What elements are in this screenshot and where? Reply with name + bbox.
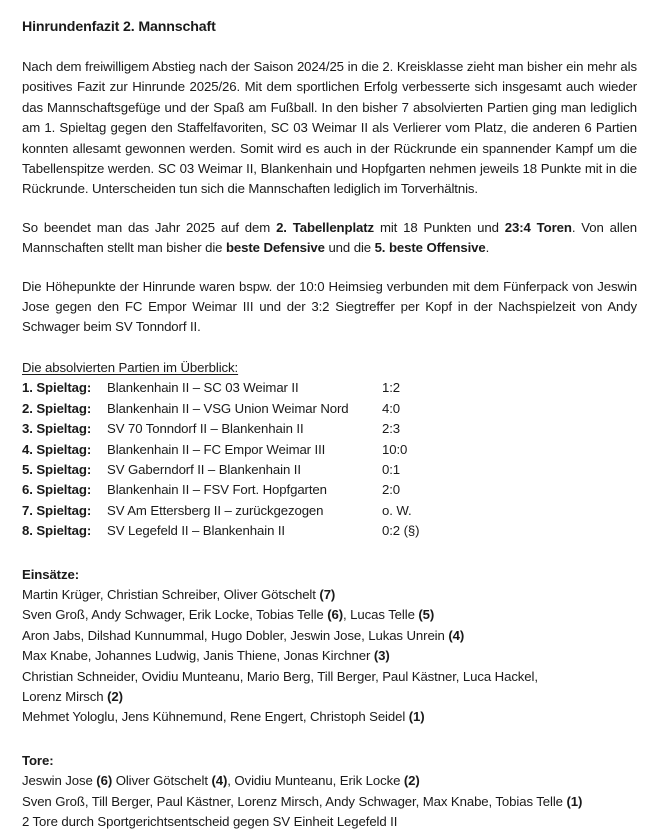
intro-paragraph-text: Nach dem freiwilligem Abstieg nach der Saison 2024/25 in die 2. Kreisklasse zieht man bisher ein mehr als positives Fazit zur Hinrunde 2025/26. Mit dem sportlichen Erfolg verbesserte sich insgesamt auch wieder das Mannschaftsgefüge und der Spaß am Fußball. In den bisher 7 absolvierten Partien ging man lediglich am 1. Spieltag gegen den Staffelfavoriten, SC 03 Weimar II als Verlierer vom Platz, die anderen 6 Partien konnten allesamt gewonnen werden. Somit wird es auch in der Rückrunde ein spannender Kampf um die Tabellenspitze werden. SC 03 Weimar II, Blankenhain und Hopfgarten nehmen jeweils 18 Punkte mit in die Rückrunde. Unterscheiden tun sich die Mannschaften lediglich im Torverhältnis. bbox=[22, 59, 637, 197]
fixture-label: Blankenhain II – FC Empor Weimar III bbox=[107, 441, 326, 457]
list-item bbox=[22, 792, 637, 812]
appearance-count: (7) bbox=[319, 586, 336, 602]
appearances-list bbox=[22, 585, 637, 728]
matchday-label: 3. Spieltag: bbox=[22, 421, 92, 437]
score-label: 2:0 bbox=[382, 482, 401, 498]
scorer-names: Sven Groß, Till Berger, Paul Kästner, Lorenz Mirsch, Andy Schwager, Max Knabe, Tobias Telle bbox=[22, 793, 567, 809]
list-item bbox=[22, 687, 637, 707]
page-title: Hinrundenfazit 2. Mannschaft bbox=[22, 19, 216, 35]
goal-count-tertiary: (2) bbox=[403, 773, 420, 789]
league-position-highlight: 2. Tabellenplatz bbox=[276, 219, 375, 235]
matchday-label: 4. Spieltag: bbox=[22, 441, 92, 457]
goal-count: (1) bbox=[566, 793, 583, 809]
appearances-section-heading: Einsätze: bbox=[22, 566, 79, 582]
appearance-names: Martin Krüger, Christian Schreiber, Oliver Götschelt bbox=[22, 586, 320, 602]
score-label: 0:1 bbox=[382, 461, 401, 477]
season-summary-paragraph bbox=[22, 218, 637, 259]
appearance-names: Christian Schneider, Ovidiu Munteanu, Mario Berg, Till Berger, Paul Kästner, Luca Hackel, bbox=[22, 668, 538, 684]
list-item bbox=[22, 585, 637, 605]
list-item bbox=[22, 667, 637, 687]
list-item bbox=[22, 626, 637, 646]
list-item bbox=[22, 812, 637, 832]
appearance-count-secondary: (5) bbox=[418, 607, 435, 623]
fixture-label: SV Am Ettersberg II – zurückgezogen bbox=[107, 502, 324, 518]
scorer-names: Jeswin Jose bbox=[22, 773, 97, 789]
goals-footnote: 2 Tore durch Sportgerichtsentscheid gegen SV Einheit Legefeld II bbox=[22, 814, 398, 829]
appearance-names-tail: , Lucas Telle bbox=[343, 607, 419, 623]
matchday-label: 6. Spieltag: bbox=[22, 482, 92, 498]
fixture-label: Blankenhain II – VSG Union Weimar Nord bbox=[107, 400, 349, 416]
appearance-count: (4) bbox=[448, 627, 465, 643]
best-defense-highlight: beste Defensive bbox=[225, 240, 325, 256]
appearance-count: (6) bbox=[327, 607, 344, 623]
score-label: 4:0 bbox=[382, 400, 401, 416]
matchday-label: 2. Spieltag: bbox=[22, 400, 92, 416]
matchday-label: 8. Spieltag: bbox=[22, 523, 92, 539]
goals-list bbox=[22, 771, 637, 832]
goal-record-highlight: 23:4 Toren bbox=[504, 219, 572, 235]
list-item bbox=[22, 771, 637, 791]
list-item bbox=[22, 605, 637, 625]
season-summary-seg1: So beendet man das Jahr 2025 auf dem bbox=[22, 219, 277, 235]
table-row bbox=[22, 399, 472, 419]
matchday-label: 1. Spieltag: bbox=[22, 380, 92, 396]
table-row bbox=[22, 460, 472, 480]
goal-count: (6) bbox=[96, 773, 113, 789]
matches-table-body bbox=[22, 378, 472, 541]
appearance-names: Max Knabe, Johannes Ludwig, Janis Thiene, Jonas Kirchner bbox=[22, 648, 374, 664]
goal-count-secondary: (4) bbox=[211, 773, 228, 789]
score-label: o. W. bbox=[382, 502, 412, 518]
list-item bbox=[22, 646, 637, 666]
fixture-label: SV Legefeld II – Blankenhain II bbox=[107, 523, 285, 539]
matchday-label: 5. Spieltag: bbox=[22, 461, 92, 477]
score-label: 10:0 bbox=[382, 441, 408, 457]
table-row bbox=[22, 419, 472, 439]
season-summary-seg3: . Von allen Mannschaften stellt man bisher die bbox=[22, 219, 637, 256]
goals-section-heading: Tore: bbox=[22, 752, 54, 768]
scorer-names-tail: Oliver Götschelt bbox=[112, 773, 212, 789]
season-summary-seg2: mit 18 Punkten und bbox=[374, 219, 505, 235]
appearance-names: Sven Groß, Andy Schwager, Erik Locke, Tobias Telle bbox=[22, 607, 328, 623]
fixture-label: Blankenhain II – SC 03 Weimar II bbox=[107, 380, 299, 396]
table-row bbox=[22, 501, 472, 521]
highlights-paragraph-text: Die Höhepunkte der Hinrunde waren bspw. der 10:0 Heimsieg verbunden mit dem Fünferpack von Jeswin Jose gegen den FC Empor Weimar III und der 3:2 Siegtreffer per Kopf in der Nachspielzeit von Andy Schwager beim SV Tonndorf II. bbox=[22, 278, 637, 335]
matches-table bbox=[22, 378, 472, 541]
score-label: 1:2 bbox=[382, 380, 401, 396]
list-item bbox=[22, 707, 637, 727]
appearance-count: (1) bbox=[408, 709, 425, 725]
appearance-names: Mehmet Yologlu, Jens Kühnemund, Rene Engert, Christoph Seidel bbox=[22, 709, 409, 725]
scorer-names-tail-2: , Ovidiu Munteanu, Erik Locke bbox=[227, 773, 404, 789]
appearance-names: Aron Jabs, Dilshad Kunnummal, Hugo Dobler, Jeswin Jose, Lukas Unrein bbox=[22, 627, 449, 643]
matches-section-heading: Die absolvierten Partien im Überblick: bbox=[22, 359, 239, 375]
table-row bbox=[22, 480, 472, 500]
score-label: 0:2 (§) bbox=[382, 523, 420, 539]
appearance-count: (3) bbox=[373, 648, 390, 664]
appearance-count: (2) bbox=[107, 688, 123, 704]
season-summary-seg4: und die bbox=[324, 240, 375, 256]
table-row bbox=[22, 521, 472, 541]
best-offense-highlight: 5. beste Offensive bbox=[374, 240, 486, 256]
fixture-label: Blankenhain II – FSV Fort. Hopfgarten bbox=[107, 482, 327, 498]
season-summary-seg5: . bbox=[485, 240, 490, 256]
fixture-label: SV 70 Tonndorf II – Blankenhain II bbox=[107, 421, 304, 437]
table-row bbox=[22, 440, 472, 460]
score-label: 2:3 bbox=[382, 421, 401, 437]
fixture-label: SV Gaberndorf II – Blankenhain II bbox=[107, 461, 301, 477]
intro-paragraph bbox=[22, 57, 637, 200]
highlights-paragraph bbox=[22, 277, 637, 338]
appearance-names: Lorenz Mirsch bbox=[22, 688, 108, 704]
matchday-label: 7. Spieltag: bbox=[22, 502, 92, 518]
table-row bbox=[22, 378, 472, 398]
